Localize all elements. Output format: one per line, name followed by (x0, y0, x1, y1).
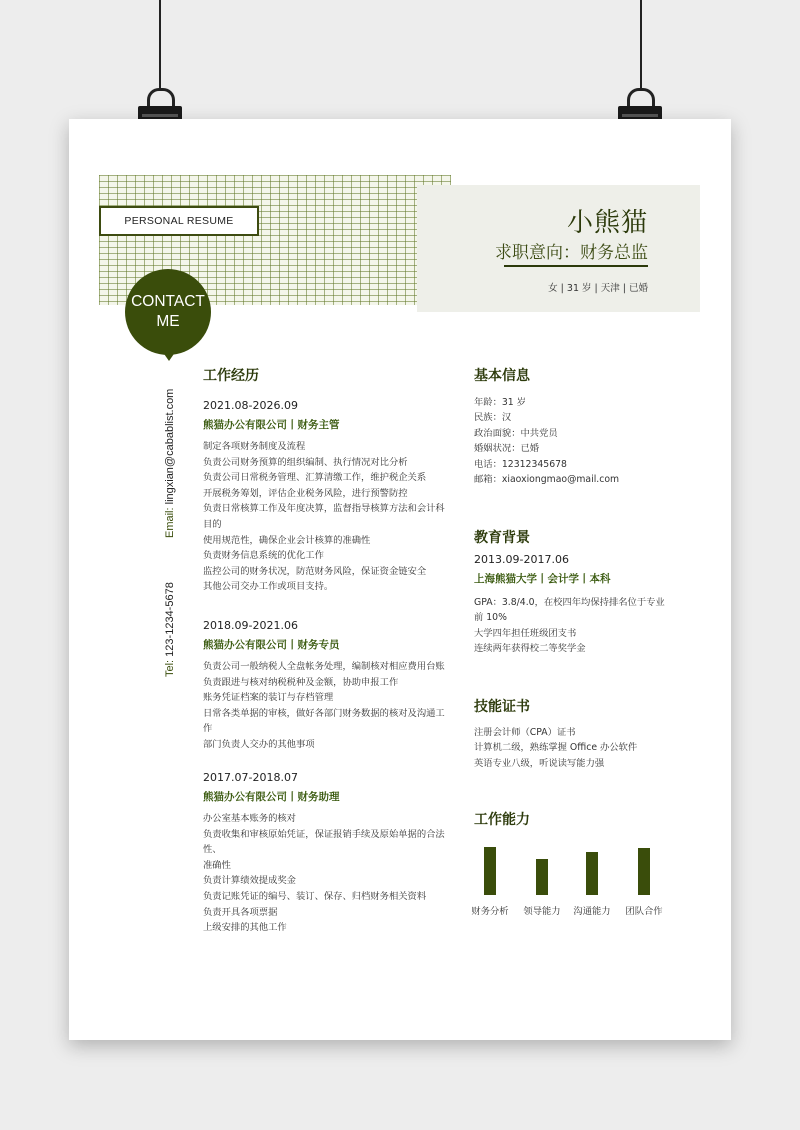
job-duty: 负责财务信息系统的优化工作 (203, 550, 324, 562)
basic-info-line: 政治面貌：中共党员 (474, 427, 558, 439)
hanging-wire-right (640, 0, 642, 90)
job-duty: 账务凭证档案的装订与存档管理 (203, 692, 334, 704)
name-underline (504, 265, 648, 267)
education-date: 2013.09-2017.06 (474, 553, 569, 566)
ability-bar (536, 859, 548, 895)
ability-bar (638, 848, 650, 895)
basic-info-title: 基本信息 (474, 368, 530, 384)
education-line: 大学四年担任班级团支书 (474, 627, 577, 639)
basic-info-line: 民族：汉 (474, 412, 512, 424)
email-label: Email: (164, 507, 176, 538)
job-duty: 使用规范性，确保企业会计核算的准确性 (203, 534, 371, 546)
job-duty: 负责计算绩效提成奖金 (203, 875, 296, 887)
hanging-wire-left (159, 0, 161, 90)
job-date: 2018.09-2021.06 (203, 619, 298, 632)
candidate-name: 小熊猫 (566, 208, 648, 238)
job-duty: 部门负责人交办的其他事项 (203, 738, 315, 750)
job-entry-1 (203, 399, 453, 595)
contact-bubble (125, 269, 211, 355)
job-duty: 负责收集和审核原始凭证，保证报销手续及原始单据的合法性、 (203, 828, 445, 856)
education-block (474, 552, 684, 656)
job-duty: 负责记账凭证的编号、装订、保存、归档财务相关资料 (203, 890, 427, 902)
personal-resume-text: PERSONAL RESUME (124, 215, 234, 227)
basic-info-line: 电话：12312345678 (474, 458, 567, 470)
job-company: 熊猫办公有限公司丨财务助理 (203, 791, 340, 803)
job-duty: 负责日常核算工作及年度决算，监督指导核算方法和会计科目的 (203, 503, 445, 530)
job-target: 求职意向：财务总监 (495, 243, 648, 263)
basic-info-list (474, 395, 684, 487)
job-duty: 准确性 (203, 859, 231, 871)
tel-label: Tel: (164, 659, 176, 677)
ability-title: 工作能力 (474, 812, 530, 828)
education-line: 连续两年获得校二等奖学金 (474, 643, 586, 655)
job-company: 熊猫办公有限公司丨财务主管 (203, 419, 340, 431)
email-vertical (164, 389, 176, 538)
job-company: 熊猫办公有限公司丨财务专员 (203, 639, 340, 651)
basic-info-line: 年龄：31 岁 (474, 397, 526, 408)
job-duty: 负责开具各项票据 (203, 906, 278, 918)
skills-title: 技能证书 (474, 699, 530, 715)
work-title: 工作经历 (203, 368, 259, 384)
personal-resume-badge (99, 206, 259, 236)
job-duty: 负责跟进与核对纳税税种及金额，协助申报工作 (203, 676, 399, 688)
job-duty: 上级安排的其他工作 (203, 922, 287, 934)
basic-info-line: 婚姻状况：已婚 (474, 443, 540, 455)
email-value: lingxian@cabablist.com (164, 388, 176, 505)
skills-line: 计算机二级，熟练掌握 Office 办公软件 (474, 742, 638, 754)
job-duty: 开展税务筹划，评估企业税务风险，进行预警防控 (203, 487, 408, 499)
job-entry-3 (203, 771, 453, 936)
job-duty: 制定各项财务制度及流程 (203, 441, 306, 452)
job-duty: 负责公司财务预算的组织编制、执行情况对比分析 (203, 456, 408, 468)
education-line: 前 10% (474, 612, 507, 624)
job-date: 2021.08-2026.09 (203, 399, 298, 412)
job-duty: 其他公司交办工作或项目支持。 (203, 581, 334, 593)
education-line: GPA：3.8/4.0，在校四年均保持排名位于专业 (474, 596, 665, 608)
skills-line: 英语专业八级，听说读写能力强 (474, 757, 605, 769)
ability-bar (484, 847, 496, 895)
ability-bar (586, 852, 598, 895)
ability-bar-label: 团队合作 (625, 906, 663, 917)
personal-meta: 女 | 31 岁 | 天津 | 已婚 (548, 283, 648, 294)
tel-vertical (164, 582, 176, 677)
contact-title-line2: ME (156, 313, 180, 330)
tel-value: 123-1234-5678 (164, 582, 176, 657)
basic-info-line: 邮箱：xiaoxiongmao@mail.com (474, 474, 620, 486)
skills-line: 注册会计师（CPA）证书 (474, 727, 576, 738)
contact-title-line1: CONTACT (131, 293, 205, 310)
job-duty: 监控公司的财务状况，防范财务风险，保证资金链安全 (203, 565, 427, 577)
skills-list (474, 725, 684, 771)
education-school: 上海熊猫大学丨会计学丨本科 (474, 573, 611, 586)
job-duty: 办公室基本账务的核对 (203, 813, 296, 824)
job-date: 2017.07-2018.07 (203, 771, 298, 784)
job-duty: 日常各类单据的审核，做好各部门财务数据的核对及沟通工作 (203, 707, 445, 735)
resume-paper (69, 119, 731, 1040)
name-panel (417, 185, 700, 312)
contact-bubble-tip (162, 351, 176, 361)
job-duty: 负责公司日常税务管理、汇算清缴工作，维护税企关系 (203, 472, 427, 484)
job-entry-2 (203, 619, 453, 753)
job-duty: 负责公司一般纳税人全盘帐务处理，编制核对相应费用台账 (203, 661, 445, 672)
ability-bar-label: 领导能力 (523, 906, 561, 917)
ability-bar-label: 财务分析 (471, 906, 509, 917)
education-title: 教育背景 (474, 530, 530, 546)
ability-bar-label: 沟通能力 (573, 906, 611, 917)
ability-bar-chart (474, 839, 674, 895)
